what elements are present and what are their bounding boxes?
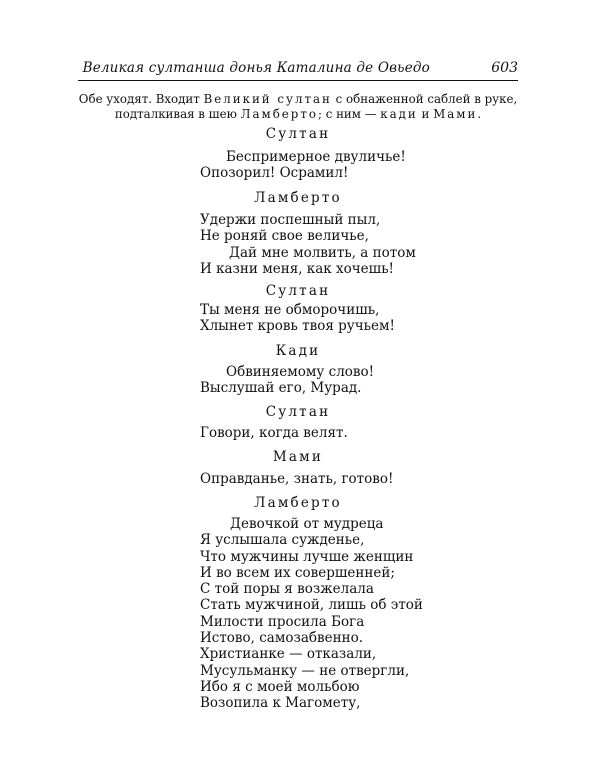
stage-direction-text: ; с ним — <box>317 107 381 121</box>
verse-block <box>200 302 395 335</box>
verse-block <box>200 471 393 487</box>
verse-line: Христианке — отказали, <box>200 646 377 663</box>
speaker-name: Ламберто <box>254 495 342 511</box>
speaker-name: Султан <box>265 404 331 420</box>
verse-line: Оправданье, знать, готово! <box>200 471 394 487</box>
verse-line: И во всем их совершенней; <box>200 564 395 581</box>
speaker-name: Кади <box>275 343 321 359</box>
stage-direction <box>78 92 518 122</box>
verse-line: Милости просила Бога <box>200 613 365 630</box>
verse-line: С той поры я возжелала <box>200 581 374 598</box>
stage-direction-text: и <box>417 107 434 121</box>
verse-line: Выслушай его, Мурад. <box>200 380 362 397</box>
verse-line: Ибо я с моей мольбою <box>200 678 360 695</box>
stage-direction-character: Ламберто <box>240 107 318 121</box>
verse-line: Стать мужчиной, лишь об этой <box>200 597 423 614</box>
verse-line: Обвиняемому слово! <box>226 364 375 380</box>
speaker-name: Султан <box>265 126 331 142</box>
page-number: 603 <box>491 60 518 76</box>
verse-line: Мусульманку — не отвергли, <box>200 662 410 679</box>
running-title: Великая султанша донья Каталина де Овьедо <box>82 60 430 76</box>
verse-line: Я услышала сужденье, <box>200 532 365 549</box>
speaker-name: Султан <box>265 283 331 299</box>
verse-line: Ты меня не обморочишь, <box>200 302 380 318</box>
speaker-name: Мами <box>272 449 324 465</box>
stage-direction-text: Обе уходят. Входит <box>78 92 204 106</box>
verse-block <box>200 516 423 712</box>
verse-block <box>200 149 406 182</box>
verse-line: Истово, самозабвенно. <box>200 630 364 647</box>
stage-direction-text: . <box>477 107 482 121</box>
verse-block <box>200 212 416 277</box>
verse-line: Что мужчины лучше женщин <box>200 548 414 565</box>
verse-line: Дай мне молвить, а потом <box>229 244 416 261</box>
verse-line: Беспримерное двуличье! <box>226 149 406 165</box>
verse-line: Возопила к Магомету, <box>200 695 361 712</box>
verse-line: Девочкой от мудреца <box>230 516 384 532</box>
stage-direction-character: кади <box>380 107 418 121</box>
verse-block <box>200 425 348 441</box>
running-head <box>78 58 518 81</box>
stage-direction-character: Великий султан <box>203 92 332 106</box>
verse-block <box>200 364 375 397</box>
stage-direction-character: Мами <box>433 107 478 121</box>
verse-line: И казни меня, как хочешь! <box>200 260 394 277</box>
verse-line: Удержи поспешный пыл, <box>200 212 381 228</box>
verse-line: Опозорил! Осрамил! <box>200 165 349 182</box>
stage-direction-text: с обнаженной саблей в руке, подталкивая в шею <box>114 92 518 121</box>
verse-line: Говори, когда велят. <box>200 425 348 441</box>
verse-line: Хлынет кровь твоя ручьем! <box>200 318 395 335</box>
speaker-name: Ламберто <box>254 190 342 206</box>
verse-line: Не роняй свое величье, <box>200 228 369 245</box>
